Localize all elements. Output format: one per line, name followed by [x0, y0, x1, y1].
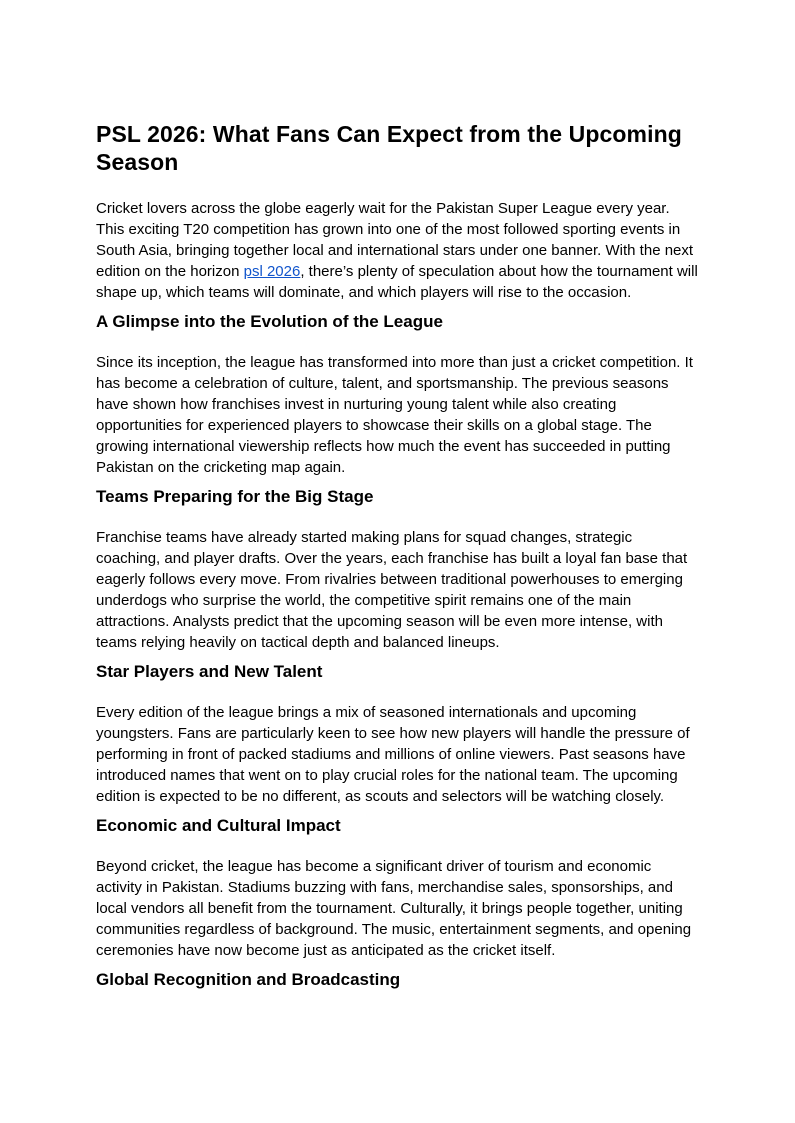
intro-text-after-link: , there’s plenty of speculation about how the tournament will shape up, which teams will dominate, and which players will rise to the occasion. [96, 263, 698, 301]
section-paragraph-evolution-of-the-league: Since its inception, the league has transformed into more than just a cricket competition. It has become a celebration of culture, talent, and sportsmanship. The previous seasons have shown how franchises invest in nurturing young talent while also creating opportunities for experienced players to showcase their skills on a global stage. The growing international viewership reflects how much the event has succeeded in putting Pakistan on the cricketing map again. [96, 354, 693, 476]
section-paragraph-economic-cultural-impact: Beyond cricket, the league has become a significant driver of tourism and economic activity in Pakistan. Stadiums buzzing with fans, merchandise sales, sponsorships, and local vendors all benefit from the tournament. Culturally, it brings people together, uniting communities regardless of background. The music, entertainment segments, and opening ceremonies have now become just as anticipated as the cricket itself. [96, 858, 692, 959]
intro-text-before-link: Cricket lovers across the globe eagerly wait for the Pakistan Super League every year. This exciting T20 competition has grown into one of the most followed sporting events in South Asia, bringing together local and international stars under one banner. With the next edition on the horizon [96, 200, 694, 280]
section-heading-global-recognition: Global Recognition and Broadcasting [96, 970, 401, 989]
section-heading-economic-cultural-impact: Economic and Cultural Impact [96, 816, 341, 835]
section-heading-evolution-of-the-league: A Glimpse into the Evolution of the League [96, 312, 443, 331]
section-heading-star-players: Star Players and New Talent [96, 662, 323, 681]
intro-paragraph [96, 198, 699, 303]
section-paragraph-teams-preparing: Franchise teams have already started making plans for squad changes, strategic coaching, and player drafts. Over the years, each franchise has built a loyal fan base that eagerly follows every move. From rivalries between traditional powerhouses to emerging underdogs who surprise the world, the competitive spirit remains one of the main attractions. Analysts predict that the upcoming season will be even more intense, with teams relying heavily on tactical depth and balanced lineups. [96, 529, 688, 651]
document-title: PSL 2026: What Fans Can Expect from the Upcoming Season [96, 121, 682, 175]
section-paragraph-star-players: Every edition of the league brings a mix of seasoned internationals and upcoming youngsters. Fans are particularly keen to see how new players will handle the pressure of performing in front of packed stadiums and millions of online viewers. Past seasons have introduced names that went on to play crucial roles for the national team. The upcoming edition is expected to be no different, as scouts and selectors will be watching closely. [96, 704, 690, 805]
section-heading-teams-preparing: Teams Preparing for the Big Stage [96, 487, 374, 506]
psl-2026-link[interactable]: psl 2026 [243, 263, 301, 280]
